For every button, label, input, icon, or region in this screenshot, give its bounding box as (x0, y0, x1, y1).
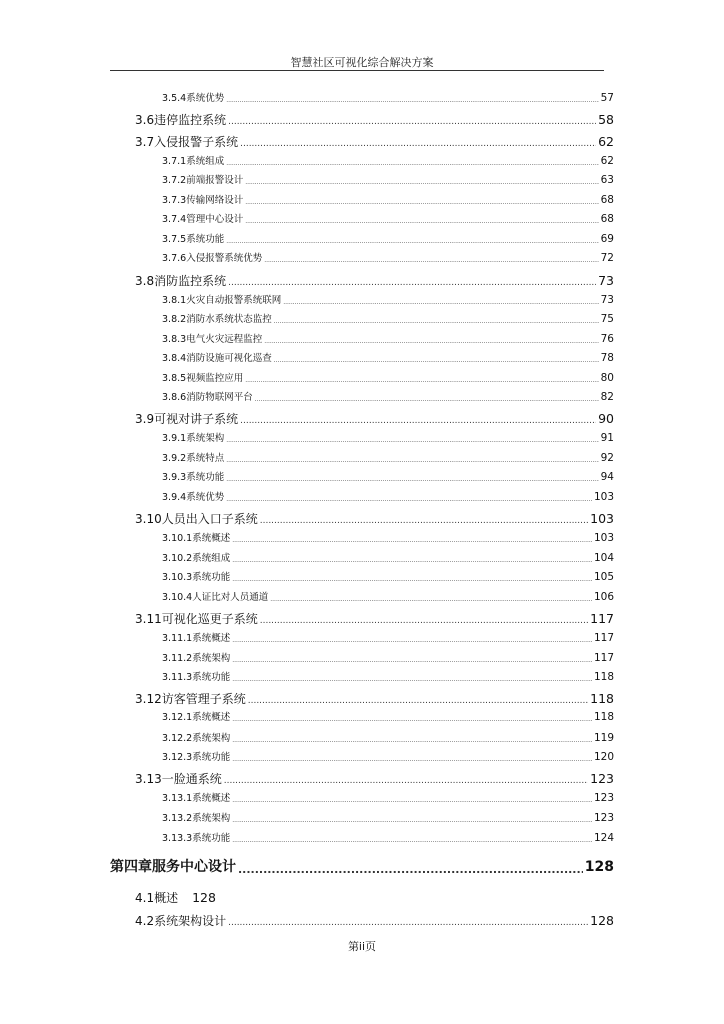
toc-entry[interactable] (162, 174, 614, 187)
toc-entry-number: 3.13.2 (162, 813, 193, 824)
toc-leader-dots (274, 317, 599, 326)
toc-entry[interactable] (162, 194, 614, 207)
toc-leader-dots (274, 356, 599, 365)
toc-entry[interactable] (162, 571, 614, 584)
toc-entry-page: 78 (600, 352, 614, 364)
toc-entry-page: 76 (600, 333, 614, 345)
toc-entry-page: 69 (600, 233, 614, 245)
toc-entry[interactable] (162, 751, 614, 764)
toc-entry-number: 3.13.3 (162, 833, 193, 844)
toc-entry-page: 58 (598, 112, 614, 127)
toc-entry-title: 系统功能 (192, 572, 231, 583)
toc-entry-number: 3.9 (135, 412, 155, 426)
toc-entry-page: 92 (600, 452, 614, 464)
toc-entry-number: 3.7.5 (162, 234, 187, 245)
toc-leader-dots (224, 775, 588, 787)
toc-entry[interactable] (135, 273, 614, 289)
toc-entry-number: 3.8.1 (162, 295, 187, 306)
toc-entry-title: 管理中心设计 (186, 214, 244, 225)
toc-entry-title: 概述 (154, 891, 179, 905)
toc-entry-page: 118 (593, 711, 614, 723)
toc-entry[interactable] (162, 491, 614, 504)
toc-leader-dots (232, 636, 592, 645)
toc-entry-page: 104 (593, 552, 614, 564)
toc-entry[interactable] (162, 155, 614, 168)
toc-entry[interactable] (162, 471, 614, 484)
toc-leader-dots (232, 816, 592, 825)
toc-entry-title: 系统概述 (192, 533, 231, 544)
toc-entry-page: 128 (192, 890, 216, 905)
toc-entry[interactable] (135, 611, 614, 627)
toc-leader-dots (226, 436, 598, 445)
toc-entry-page: 123 (590, 771, 614, 786)
toc-leader-dots (228, 917, 588, 929)
toc-entry-title: 系统功能 (192, 833, 231, 844)
toc-entry-number: 3.8.2 (162, 314, 187, 325)
toc-entry[interactable] (162, 812, 614, 825)
toc-entry-title: 系统功能 (192, 752, 231, 763)
toc-entry-number: 3.9.1 (162, 433, 187, 444)
toc-entry-number: 3.13 (135, 772, 162, 786)
toc-entry-page: 118 (590, 691, 614, 706)
page-number: 第ii页 (347, 940, 377, 953)
toc-entry-page: 62 (598, 134, 614, 149)
toc-entry-title: 入侵报警子系统 (154, 135, 239, 149)
running-header: 智慧社区可视化综合解决方案 (290, 56, 434, 69)
toc-entry-title: 访客管理子系统 (161, 692, 246, 706)
toc-entry-page: 103 (590, 511, 614, 526)
toc-entry-number: 3.10.3 (162, 572, 193, 583)
toc-entry-title: 系统功能 (186, 234, 225, 245)
toc-entry-title: 视频监控应用 (186, 373, 244, 384)
toc-entry-page: 57 (600, 92, 614, 104)
toc-entry[interactable] (162, 213, 614, 226)
toc-entry[interactable] (135, 691, 614, 707)
toc-entry-page: 91 (600, 432, 614, 444)
toc-entry-page: 120 (593, 751, 614, 763)
toc-entry-title: 可视化巡更子系统 (161, 612, 258, 626)
toc-leader-dots (232, 575, 592, 584)
toc-entry-page: 118 (593, 671, 614, 683)
toc-entry[interactable] (110, 857, 614, 877)
toc-entry-title: 消防物联网平台 (186, 392, 253, 403)
toc-entry-page: 73 (600, 294, 614, 306)
toc-entry[interactable] (162, 92, 614, 105)
toc-entry[interactable] (162, 294, 614, 307)
toc-leader-dots (226, 159, 598, 168)
toc-entry-number: 3.12.1 (162, 712, 193, 723)
toc-entry-title: 系统架构设计 (154, 914, 227, 928)
toc-entry-page: 82 (600, 391, 614, 403)
toc-leader-dots (238, 863, 583, 877)
toc-entry[interactable] (135, 112, 614, 128)
toc-entry-number: 3.10.1 (162, 533, 193, 544)
toc-leader-dots (228, 277, 596, 289)
toc-leader-dots (245, 217, 598, 226)
toc-entry-number: 第四章 (110, 859, 152, 875)
toc-entry-title: 火灾自动报警系统联网 (186, 295, 282, 306)
toc-entry-page: 117 (590, 611, 614, 626)
toc-leader-dots (232, 536, 592, 545)
toc-entry[interactable] (162, 391, 614, 404)
toc-entry-title: 传输网络设计 (186, 195, 244, 206)
toc-entry[interactable] (162, 252, 614, 265)
toc-entry-page: 117 (593, 632, 614, 644)
toc-entry[interactable] (135, 411, 614, 427)
toc-leader-dots (245, 198, 598, 207)
toc-leader-dots (226, 237, 598, 246)
toc-leader-dots (226, 495, 592, 504)
toc-entry-title: 系统架构 (192, 813, 231, 824)
toc-entry[interactable] (135, 890, 614, 906)
toc-leader-dots (232, 715, 592, 724)
toc-entry-title: 系统功能 (192, 672, 231, 683)
toc-entry-number: 3.8.3 (162, 334, 187, 345)
toc-entry-title: 系统功能 (186, 472, 225, 483)
toc-entry-title: 系统概述 (192, 793, 231, 804)
toc-entry[interactable] (162, 333, 614, 346)
toc-entry[interactable] (162, 732, 614, 745)
toc-entry-page: 68 (600, 194, 614, 206)
toc-entry-title: 系统概述 (192, 633, 231, 644)
toc-entry-number: 3.8.6 (162, 392, 187, 403)
toc-entry-title: 系统组成 (192, 553, 231, 564)
toc-entry-title: 消防监控系统 (154, 274, 227, 288)
toc-leader-dots (232, 675, 592, 684)
toc-leader-dots (255, 395, 599, 404)
toc-entry-page: 103 (593, 491, 614, 503)
toc-leader-dots (245, 376, 598, 385)
toc-entry-number: 3.9.3 (162, 472, 187, 483)
toc-entry[interactable] (162, 632, 614, 645)
toc-leader-dots (270, 595, 592, 604)
toc-entry[interactable] (135, 511, 614, 527)
toc-entry-number: 3.8.5 (162, 373, 187, 384)
toc-entry-page: 123 (593, 792, 614, 804)
toc-entry-number: 3.13.1 (162, 793, 193, 804)
toc-entry[interactable] (135, 913, 614, 929)
toc-entry-number: 3.7.2 (162, 175, 187, 186)
toc-entry-page: 75 (600, 313, 614, 325)
toc-entry-title: 消防设施可视化巡查 (186, 353, 272, 364)
toc-leader-dots (232, 836, 592, 845)
toc-entry-number: 3.12.3 (162, 752, 193, 763)
toc-entry-number: 3.9.4 (162, 492, 187, 503)
toc-entry-page: 94 (600, 471, 614, 483)
toc-entry-title: 系统优势 (186, 93, 225, 104)
toc-entry-number: 3.11.2 (162, 653, 193, 664)
toc-leader-dots (240, 415, 596, 427)
toc-entry-title: 系统组成 (186, 156, 225, 167)
toc-entry-page: 128 (584, 859, 614, 875)
toc-entry-page: 73 (598, 273, 614, 288)
toc-entry-page: 62 (600, 155, 614, 167)
toc-entry-page: 90 (598, 411, 614, 426)
toc-leader-dots (232, 755, 592, 764)
toc-entry-page: 106 (593, 591, 614, 603)
toc-entry-page: 63 (600, 174, 614, 186)
toc-entry-number: 3.7.4 (162, 214, 187, 225)
toc-entry-page: 117 (593, 652, 614, 664)
toc-leader-dots (264, 337, 598, 346)
toc-entry-number: 3.7.1 (162, 156, 187, 167)
toc-leader-dots (260, 615, 588, 627)
toc-entry-title: 系统架构 (186, 433, 225, 444)
toc-entry-number: 3.12.2 (162, 733, 193, 744)
toc-leader-dots (226, 475, 598, 484)
toc-entry[interactable] (162, 352, 614, 365)
toc-entry-page: 103 (593, 532, 614, 544)
toc-entry-page: 105 (593, 571, 614, 583)
toc-entry-number: 3.7 (135, 135, 155, 149)
toc-entry-title: 系统特点 (186, 453, 225, 464)
toc-leader-dots (260, 515, 588, 527)
toc-entry-number: 3.6 (135, 113, 155, 127)
toc-entry-title: 电气火灾远程监控 (186, 334, 263, 345)
toc-entry-title: 消防水系统状态监控 (186, 314, 272, 325)
toc-entry[interactable] (162, 652, 614, 665)
toc-leader-dots (232, 556, 592, 565)
toc-entry-number: 3.11.3 (162, 672, 193, 683)
toc-entry[interactable] (162, 832, 614, 845)
toc-entry[interactable] (135, 134, 614, 150)
toc-entry[interactable] (162, 552, 614, 565)
toc-entry-title: 系统优势 (186, 492, 225, 503)
toc-entry-title: 系统概述 (192, 712, 231, 723)
toc-entry[interactable] (162, 792, 614, 805)
toc-entry[interactable] (162, 233, 614, 246)
toc-leader-dots (245, 178, 598, 187)
toc-entry-title: 人证比对人员通道 (192, 592, 269, 603)
toc-entry-number: 3.8.4 (162, 353, 187, 364)
toc-entry[interactable] (162, 711, 614, 724)
toc-entry-title: 违停监控系统 (154, 113, 227, 127)
toc-leader-dots (228, 116, 596, 128)
toc-entry-number: 3.12 (135, 692, 162, 706)
toc-leader-dots (283, 298, 598, 307)
toc-entry-page: 123 (593, 812, 614, 824)
toc-leader-dots (264, 256, 598, 265)
toc-entry-page: 128 (590, 913, 614, 928)
toc-entry-number: 4.1 (135, 891, 155, 905)
toc-leader-dots (248, 695, 588, 707)
toc-entry-page: 119 (593, 732, 614, 744)
toc-entry-number: 3.7.3 (162, 195, 187, 206)
toc-entry[interactable] (162, 372, 614, 385)
toc-entry-number: 3.11.1 (162, 633, 193, 644)
toc-entry-number: 3.11 (135, 612, 162, 626)
toc-entry-title: 系统架构 (192, 653, 231, 664)
toc-entry-page: 124 (593, 832, 614, 844)
toc-entry-title: 系统架构 (192, 733, 231, 744)
toc-entry[interactable] (162, 313, 614, 326)
toc-entry-page: 68 (600, 213, 614, 225)
toc-leader-dots (226, 456, 598, 465)
toc-entry-title: 服务中心设计 (152, 859, 236, 875)
toc-entry[interactable] (162, 432, 614, 445)
toc-entry-number: 3.9.2 (162, 453, 187, 464)
toc-entry[interactable] (162, 452, 614, 465)
toc-leader-dots (232, 736, 592, 745)
toc-entry-title: 一脸通系统 (161, 772, 222, 786)
toc-entry-page: 72 (600, 252, 614, 264)
toc-entry-title: 入侵报警系统优势 (186, 253, 263, 264)
toc-entry-number: 3.10.2 (162, 553, 193, 564)
toc-entry-page: 80 (600, 372, 614, 384)
toc-entry-number: 4.2 (135, 914, 155, 928)
toc-entry[interactable] (135, 771, 614, 787)
toc-entry[interactable] (162, 591, 614, 604)
toc-leader-dots (226, 96, 598, 105)
toc-entry-title: 可视对讲子系统 (154, 412, 239, 426)
toc-entry[interactable] (162, 671, 614, 684)
toc-entry-number: 3.7.6 (162, 253, 187, 264)
toc-entry[interactable] (162, 532, 614, 545)
toc-leader-dots (232, 796, 592, 805)
toc-entry-number: 3.5.4 (162, 93, 187, 104)
toc-leader-dots (240, 138, 596, 150)
toc-entry-number: 3.10.4 (162, 592, 193, 603)
toc-entry-number: 3.8 (135, 274, 155, 288)
toc-leader-dots (232, 656, 592, 665)
toc-entry-title: 人员出入口子系统 (161, 512, 258, 526)
toc-entry-title: 前端报警设计 (186, 175, 244, 186)
toc-entry-number: 3.10 (135, 512, 162, 526)
